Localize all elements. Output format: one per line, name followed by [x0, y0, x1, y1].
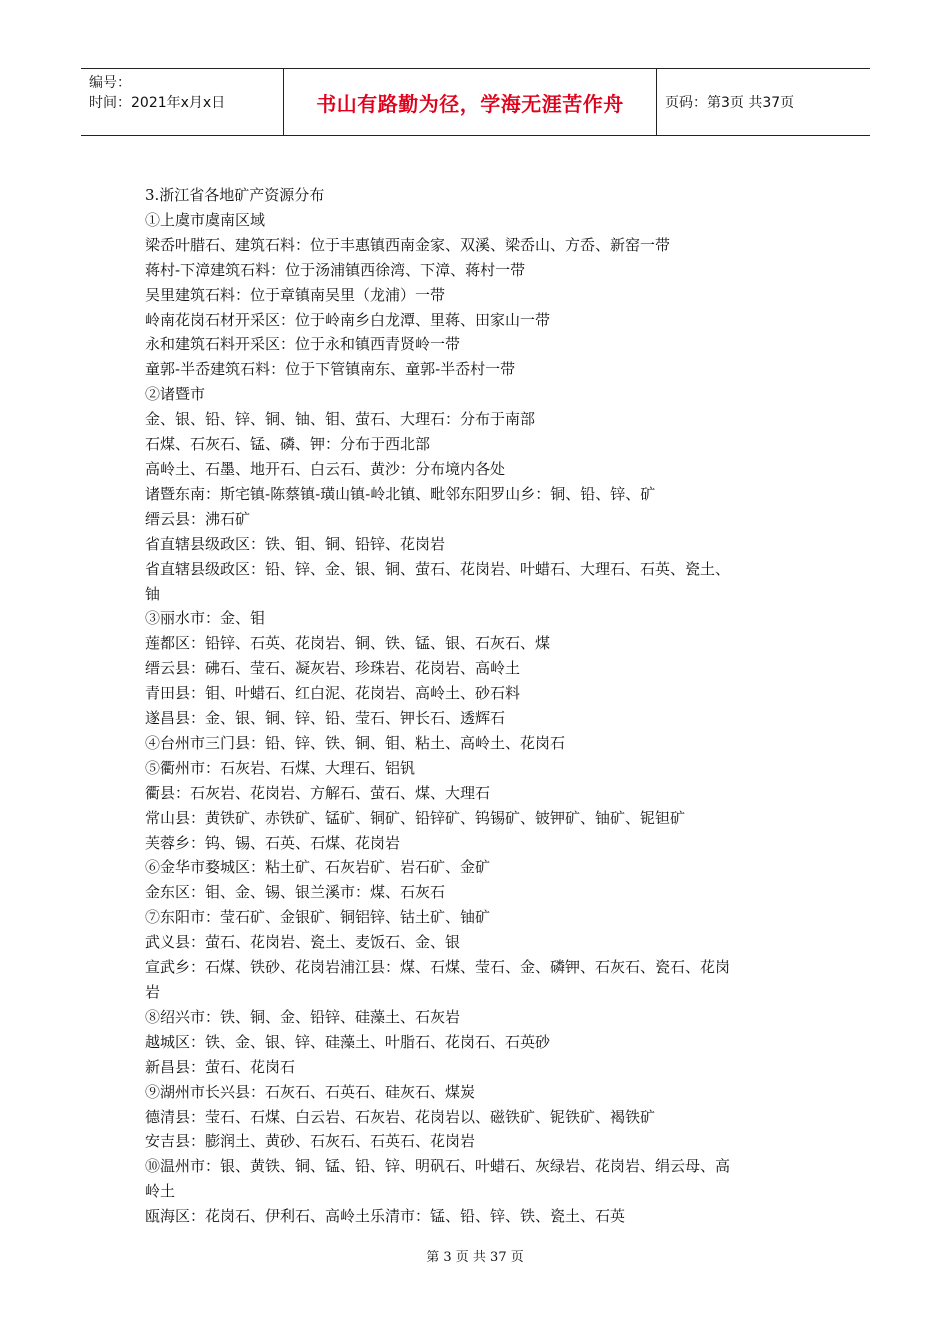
text-line: 越城区：铁、金、银、锌、硅藻土、叶脂石、花岗石、石英砂 [145, 1032, 551, 1051]
text-line: ⑧绍兴市：铁、铜、金、铅锌、硅藻土、石灰岩 [145, 1007, 461, 1026]
text-line: 常山县：黄铁矿、赤铁矿、锰矿、铜矿、铅锌矿、钨锡矿、铍钾矿、铀矿、铌钽矿 [145, 808, 686, 827]
header-meta [81, 69, 284, 135]
text-line: ①上虞市虞南区域 [145, 210, 266, 229]
text-line: 缙云县：砩石、莹石、凝灰岩、珍珠岩、花岗岩、高岭土 [145, 659, 521, 678]
document-date: 时间：2021年x月x日 [89, 95, 226, 111]
text-line: ④台州市三门县：铅、锌、铁、铜、钼、粘土、高岭土、花岗石 [145, 733, 566, 752]
text-line: 铀 [145, 584, 161, 603]
text-line: 永和建筑石料开采区：位于永和镇西青贤岭一带 [145, 335, 461, 354]
text-line: 缙云县：沸石矿 [145, 509, 251, 528]
text-line: ⑤衢州市：石灰岩、石煤、大理石、铝钒 [145, 758, 416, 777]
text-line: 省直辖县级政区：铅、锌、金、银、铜、萤石、花岗岩、叶蜡石、大理石、石英、瓷土、 [145, 559, 731, 578]
text-line: 德清县：莹石、石煤、白云岩、石灰岩、花岗岩以、磁铁矿、铌铁矿、褐铁矿 [145, 1107, 656, 1126]
text-line: 金、银、铅、锌、铜、铀、钼、萤石、大理石：分布于南部 [145, 410, 536, 429]
text-line: 蒋村-下漳建筑石料：位于汤浦镇西徐湾、下漳、蒋村一带 [145, 260, 526, 279]
text-line: 武义县：萤石、花岗岩、瓷土、麦饭石、金、银 [145, 933, 461, 952]
text-line: 诸暨东南：斯宅镇-陈蔡镇-璜山镇-岭北镇、毗邻东阳罗山乡：铜、铅、锌、矿 [145, 484, 656, 503]
text-line: 瓯海区：花岗石、伊利石、高岭土乐清市：锰、铅、锌、铁、瓷土、石英 [145, 1207, 626, 1226]
text-line: 吴里建筑石料：位于章镇南吴里（龙浦）一带 [145, 285, 446, 304]
text-line: 岭南花岗石材开采区：位于岭南乡白龙潭、里蒋、田家山一带 [145, 310, 551, 329]
text-line: 衢县：石灰岩、花岗岩、方解石、萤石、煤、大理石 [145, 783, 491, 802]
text-line: 金东区：钼、金、锡、银兰溪市：煤、石灰石 [145, 883, 446, 902]
text-line: 3.浙江省各地矿产资源分布 [145, 186, 325, 204]
text-line: ⑩温州市：银、黄铁、铜、锰、铅、锌、明矾石、叶蜡石、灰绿岩、花岗岩、绢云母、高 [145, 1157, 731, 1176]
text-line: 青田县：钼、叶蜡石、红白泥、花岗岩、高岭土、砂石料 [145, 684, 521, 703]
document-number: 编号： [89, 75, 131, 91]
text-line: 岩 [145, 983, 161, 1001]
text-line: ⑦东阳市：莹石矿、金银矿、铜铝锌、钴土矿、铀矿 [145, 908, 491, 927]
header-motto: 书山有路勤为径，学海无涯苦作舟 [284, 69, 657, 135]
text-line: ⑥金华市婺城区：粘土矿、石灰岩矿、岩石矿、金矿 [145, 858, 491, 877]
page-header [81, 68, 870, 136]
page-footer: 第 3 页 共 37 页 [426, 1250, 524, 1265]
document-body [145, 183, 815, 1229]
text-line: 高岭土、石墨、地开石、白云石、黄沙：分布境内各处 [145, 459, 506, 478]
header-page-info: 页码：第3页 共37页 [665, 95, 795, 111]
text-line: ⑨湖州市长兴县：石灰石、石英石、硅灰石、煤炭 [145, 1082, 476, 1101]
text-line: 安吉县：膨润土、黄砂、石灰石、石英石、花岗岩 [145, 1132, 476, 1151]
text-line: 新昌县：萤石、花岗石 [145, 1057, 296, 1076]
text-line: 芙蓉乡：钨、锡、石英、石煤、花岗岩 [145, 833, 401, 852]
text-line: 宣武乡：石煤、铁砂、花岗岩浦江县：煤、石煤、莹石、金、磷钾、石灰石、瓷石、花岗 [145, 958, 731, 977]
text-line: 石煤、石灰石、锰、磷、钾：分布于西北部 [145, 435, 431, 454]
text-line: 岭土 [145, 1182, 176, 1201]
text-line: 梁岙叶腊石、建筑石料：位于丰惠镇西南金家、双溪、梁岙山、方岙、新窑一带 [145, 235, 671, 254]
text-line: 莲都区：铅锌、石英、花岗岩、铜、铁、锰、银、石灰石、煤 [145, 634, 551, 653]
text-line: 童郭-半岙建筑石料：位于下管镇南东、童郭-半岙村一带 [145, 360, 516, 379]
text-line: 省直辖县级政区：铁、钼、铜、铅锌、花岗岩 [145, 534, 446, 553]
text-line: 遂昌县：金、银、铜、锌、铅、莹石、钾长石、透辉石 [145, 709, 506, 728]
text-line: ②诸暨市 [145, 385, 206, 404]
text-line: ③丽水市：金、钼 [145, 609, 266, 628]
